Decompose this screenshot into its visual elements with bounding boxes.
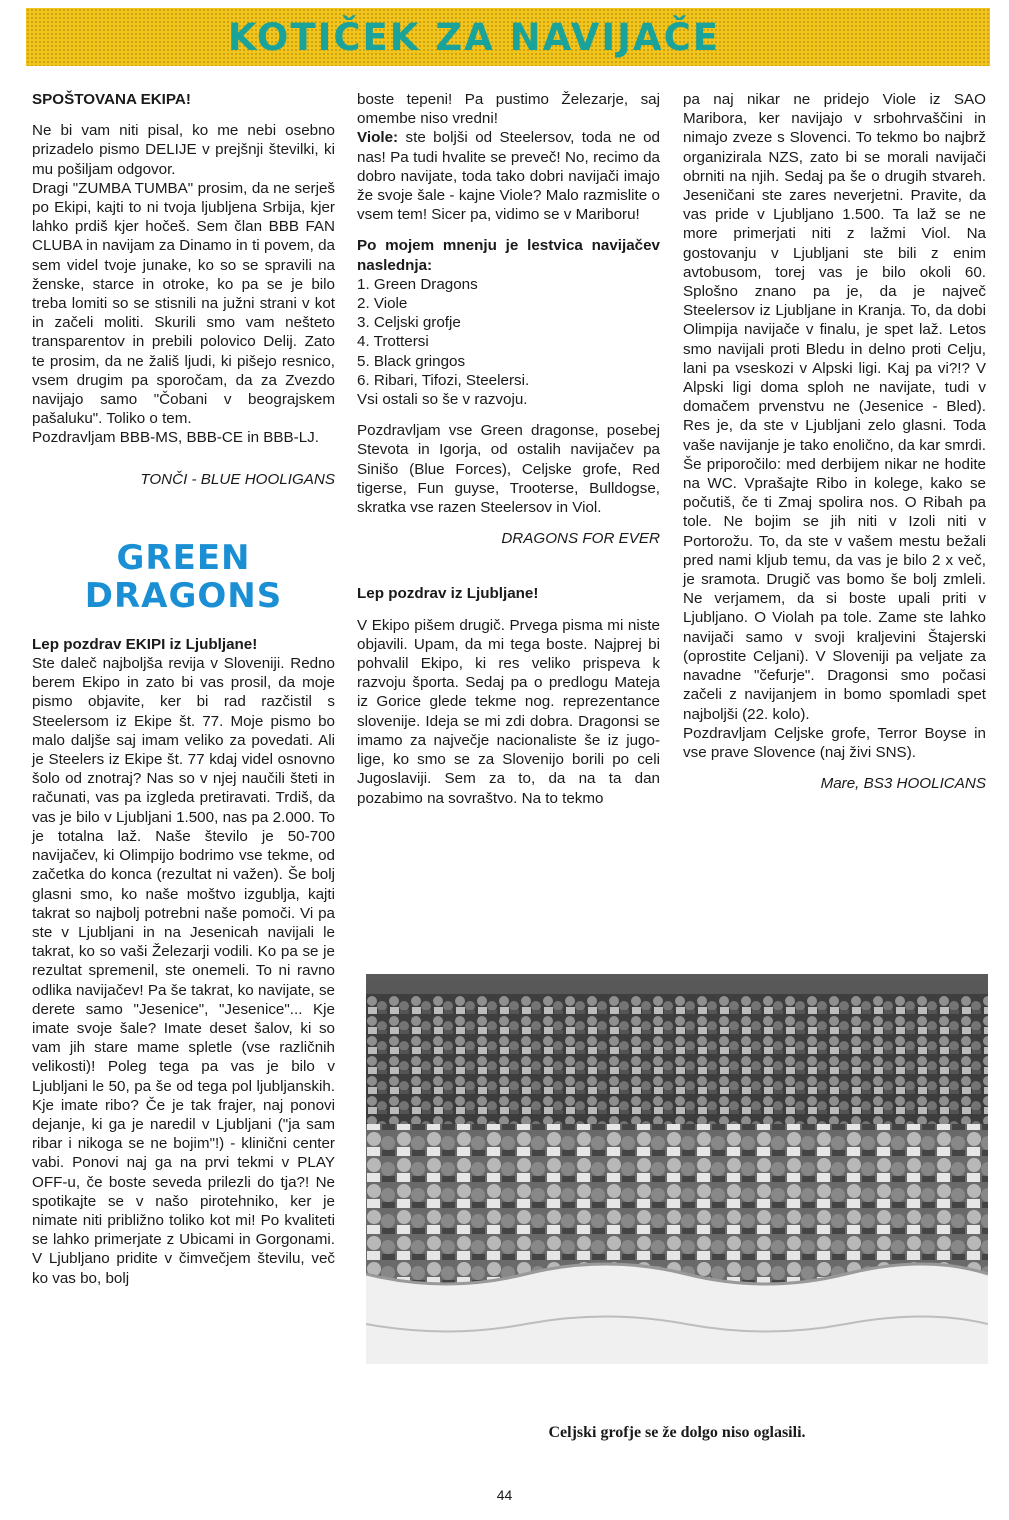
column-2 [357,90,660,808]
page-title: KOTIČEK ZA NAVIJAČE [227,16,720,59]
green-dragons-logo-line1: GREEN [116,537,251,578]
letter-signature: DRAGONS FOR EVER [501,530,660,548]
list-heading: Po mojem mnenju je lestvica navijačev naslednja: [357,237,660,274]
letter-signature: Mare, BS3 HOOLICANS [820,775,986,793]
list-item: 2. Viole [357,295,408,313]
crowd-photo [366,974,988,1410]
paragraph: Ne bi vam niti pisal, ko me nebi osebno prizadelo pismo DELIJE v prejšnji številki, ki mu pošiljam odgovor. [32,122,335,178]
paragraph-text: ste boljši od Steelersov, toda ne od nas! Pa tudi hvalite se preveč! No, recimo da dobro navijate, toda tako dobri navijači imajo že svoje šale - kajne Viole? Malo razmislite o vsem tem! Sicer pa, vidimo se v Mariboru! [357,129,660,224]
paragraph: Ste daleč najboljša revija v Sloveniji. Redno berem Ekipo in zato bi vas prosil, da moje pismo objavite, ker bi rad razčistil s Steelersom iz Ekipe št. 77. Moje pismo bo malo daljše saj imam veliko za povedati. Ali je Steelers iz Ekipe št. 77 kdaj videl osnovno šolo od znotraj? Nas so v njej naučili šteti in računati, vas pa izgleda pretiravati. Trdiš, da vas je bilo v Ljubljani 1.500, nas pa 2.000. To je totalna laž. Naše število je 50-700 navijačev, ki Olimpijo bodrimo vse tekme, od začetka do konca (rezultat ni važen). Še bolj glasni smo, ko naše moštvo izgublja, kajti takrat so najbolj potrebni naše pomoči. Vi pa ste v Ljubljani in na Jesenicah navijali le takrat, ko so vaši Železarji vodili. Ko pa se je rezultat spremenil, ste onemeli. To ni ravno odlika navijačev! Pa še takrat, ko navijate, se derete samo "Jesenice", "Jesenice"... Kje imate svoje šale? Imate deset šalov, ki so vam jih stare mame spletle (vse različnih velikosti)! Poleg tega pa vas je bilo v Ljubljani le 50, pa še od tega pol ljubljanskih. Kje imate ribo? Če je tak frajer, naj ponovi dejanje, ki ga je naredil v Ljubljani ("ja sam ribar i nikoga se ne bojim"!) - klinični center vabi. Ponovi naj ga na prvi tekmi v PLAY OFF-u, če boste seveda prilezli do tja?! Ne spotikajte se v našo pirotehniko, ker je nimate niti približno toliko kot mi! Po kvaliteti se lahko primerjate z Ubicami in Gorgonami. V Ljubljano pridite v čimvečjem številu, več ko vas bo, bolj [32,655,335,1287]
paragraph: boste tepeni! Pa pustimo Železarje, saj omembe niso vredni! [357,91,660,128]
green-dragons-logo-line2: DRAGONS [84,575,283,616]
list-item: 3. Celjski grofje [357,314,461,332]
ranking-list [357,275,660,390]
letter-heading: Lep pozdrav iz Ljubljane! [357,585,539,603]
letter-signature: TONČI - BLUE HOOLIGANS [140,470,335,488]
list-item: 1. Green Dragons [357,275,478,293]
paragraph: pa naj nikar ne pridejo Viole iz SAO Maribora, ker navijajo v srbohrvaščini in nimajo zveze s Slovenci. To tekmo bo najbrž organizirala NZS, zato bi se morali navijači obrniti na njih. Sedaj pa še o drugih stvareh. Jeseničani ste zares neverjetni. Pravite, da vas pride v Ljubljano 1.500. Ta laž se ne more primerjati niti z lažmi Viol. Na gostovanju v Ljubljani ste bili z enim avtobusom, torej vas je bilo okoli 60. Splošno znano pa je, da je največ Steelersov iz Ljubljane in Kranja. To, da dobi Olimpija navijače v finalu, je spet laž. Letos smo navijali proti Bledu in delno proti Celju, lani pa vseskozi v Alpski ligi. Kaj pa vi?!? V Alpski ligi doma sploh ne navijate, tudi v domačem prvenstvu ne (Jesenice - Bled). Res je, da ste v Ljubljani zelo glasni. Toda vaše navijanje je tako enolično, da kar smrdi. Še priporočilo: med derbijem nikar ne hodite na WC. Vprašajte Ribo in kolege, kako se počutiš, če ti Zmaj spolira nos. O Ribah pa tole. Ne bojim se jih niti v Izoli niti v Portorožu. To, da ste v vašem mestu bežali pred nami kljub temu, da vas je bilo 2 x več, je sramota. Drugič vas bomo še bolj zmleli. Ne verjamem, da si boste upali priti v Ljubljano. O Violah pa tole. Zame ste lahko navijači samo v svoji kraljevini Štajerski (oprostite Celjani). V Sloveniji pa veljate za navadne "čefurje". Dragonsi smo počasi začeli z navijanjem in bomo spomladi spet najboljši (22. kolo). [683,91,986,723]
list-item: 4. Trottersi [357,333,429,351]
list-item: 6. Ribari, Tifozi, Steelersi. [357,371,530,389]
list-item: 5. Black gringos [357,352,466,370]
letter-heading: Lep pozdrav EKIPI iz Ljubljane! [32,635,258,653]
paragraph: V Ekipo pišem drugič. Prvega pisma mi niste objavili. Upam, da mi tega boste. Najprej bi pohvalil Ekipo, ki res veliko prispeva k razvoju športa. Sedaj pa o predlogu Mateja iz Gorice glede tekme nog. reprezentance slovenije. Ideja se mi zdi dobra. Dragonsi se imamo za največje nacionaliste še iz jugo-lige, ko smo se za Slovenijo borili po celi Jugoslaviji. Sem za to, da na ta dan pozabimo na sovraštvo. Na to tekmo [357,616,660,807]
letter-heading: SPOŠTOVANA EKIPA! [32,91,191,108]
paragraph: Dragi "ZUMBA TUMBA" prosim, da ne serješ po Ekipi, kajti to ni tvoja ljubljena Srbija, kjer lahko prdiš kjer hočeš. Sem član BBB FAN CLUBA in navijam za Dinamo in ti povem, da sem videl tvoje junake, ko so se spravili na ženske, starce in otroke, ko pa se je bilo treba lomiti so se stisnili na južni strani v kot in začeli moliti. Skurili smo vam nešteto transparentov in prebili polovico Delij. Zato te prosim, da ne žališ ljudi, ki pišejo resnico, vsem drugim pa sporočam, da za Zvezdo navijajo samo "Čobani v beograjskem pašaluku". Toliko o tem. [32,179,335,428]
paragraph [357,128,660,224]
paragraph: Pozdravljam Celjske grofe, Terror Boyse in vse prave Slovence (naj živi SNS). [683,724,986,761]
header-banner [26,8,990,66]
paragraph: Vsi ostali so še v razvoju. [357,391,528,409]
bold-label: Viole: [357,129,399,147]
paragraph: Pozdravljam vse Green dragonse, posebej Stevota in Igorja, od ostalih navijačev pa Sinišo (Blue Forces), Celjske grofe, Red tigerse, Fun guyse, Trooterse, Bulldogse, skratka vse razen Steelersov in Viol. [357,422,660,517]
paragraph: Pozdravljam BBB-MS, BBB-CE in BBB-LJ. [32,429,319,447]
page-number: 44 [496,1487,513,1503]
column-1 [32,90,335,1288]
column-3 [683,90,986,793]
photo-caption: Celjski grofje se že dolgo niso oglasili. [548,1424,806,1441]
